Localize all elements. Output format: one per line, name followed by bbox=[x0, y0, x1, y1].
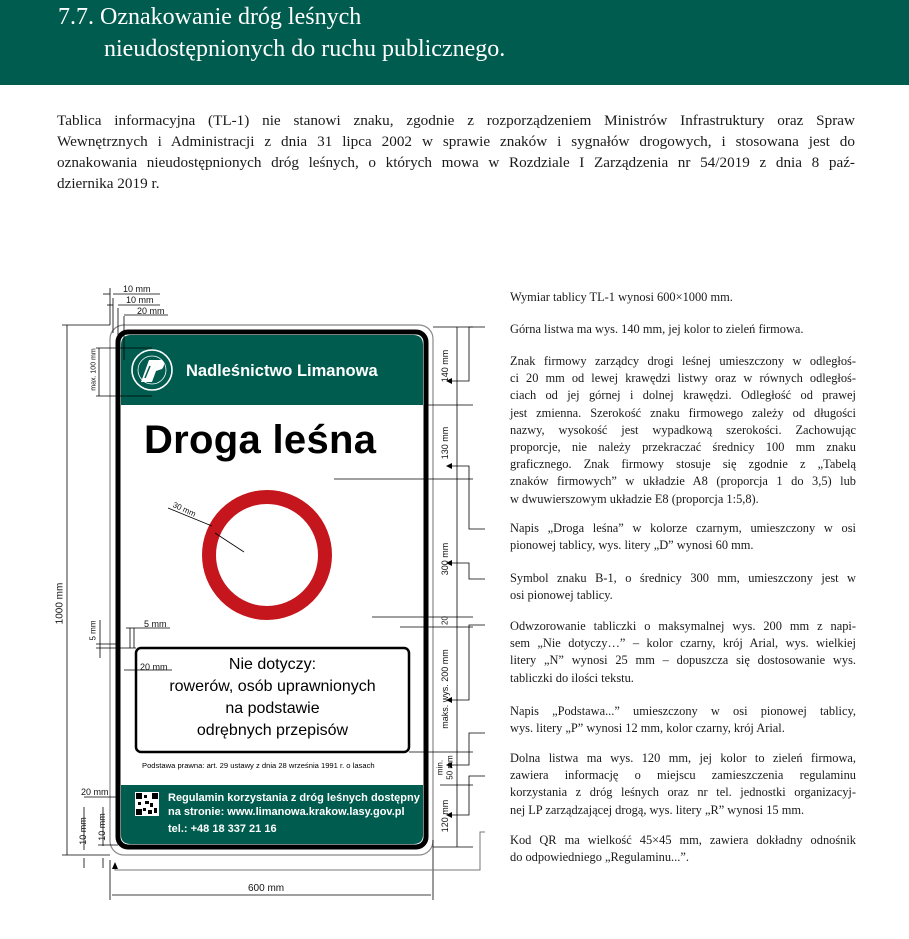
note-line: jest zmienna. Szerokość znaku firmowego zależy od długości bbox=[510, 405, 856, 420]
dim-label: 5 mm bbox=[88, 620, 98, 641]
dim-label: 600 mm bbox=[248, 883, 285, 894]
note-line: korzystania z dróg leśnych oraz nr tel. jednostki organizacyj- bbox=[510, 785, 856, 800]
note-line: proporcje, nie należy przekraczać średnicy 100 mm znaku bbox=[510, 440, 856, 455]
note-line: nej LP zarządzającej drogą, wys. litery „R” wynosi 15 mm. bbox=[510, 802, 805, 817]
dim-label: 1000 mm bbox=[54, 582, 66, 625]
intro-line: Tablica informacyjna (TL-1) nie stanowi znaku, zgodnie z rozporządzeniem Ministrów Infrastruktury oraz Spraw bbox=[57, 112, 855, 129]
note-line: graficznego. Znak firmowy stosuje się zgodnie z „Tabelą bbox=[510, 457, 856, 472]
intro-line: oznakowania nieudostępnionych dróg leśnych, o których mowa w Rozdziale I Zarządzenia nr 54/2019 z dnia 8 paź- bbox=[57, 154, 855, 171]
dim-label: 10 mm bbox=[123, 284, 151, 294]
bottom-bar-text bbox=[168, 791, 420, 836]
section-title-line-2: nieudostępnionych do ruchu publicznego. bbox=[104, 36, 506, 62]
note-line: wys. litery „P” wynosi 12 mm, kolor czarny, krój Arial. bbox=[510, 721, 785, 736]
note-line: pionowej tablicy, wys. litery „D” wynosi 60 mm. bbox=[510, 538, 754, 553]
dim-label: min. bbox=[435, 759, 445, 776]
note-logo bbox=[510, 353, 856, 508]
intro-line: dziernika 2019 r. bbox=[57, 175, 160, 192]
dim-label: 5 mm bbox=[144, 619, 167, 629]
exempt-line: Nie dotyczy: bbox=[228, 656, 317, 673]
exempt-box-text bbox=[136, 654, 409, 742]
dim-label: 140 mm bbox=[440, 349, 450, 383]
note-line: do odpowiedniego „Regulaminu...”. bbox=[510, 850, 689, 865]
dim-label: 300 mm bbox=[440, 542, 450, 576]
note-exempt bbox=[510, 618, 856, 687]
note-top-bar bbox=[510, 321, 856, 338]
note-line: tabliczki do ilości tekstu. bbox=[510, 670, 634, 685]
note-title bbox=[510, 520, 856, 554]
section-title-line-1: 7.7. Oznakowanie dróg leśnych bbox=[58, 4, 362, 30]
note-legal bbox=[510, 703, 856, 737]
dim-label: maks. wys. 200 mm bbox=[440, 649, 450, 729]
qr-code-icon bbox=[135, 792, 159, 816]
dim-label: 10 mm bbox=[78, 817, 88, 845]
exempt-line: na podstawie bbox=[225, 700, 320, 717]
intro-line: Wewnętrznych i Administracji z dnia 31 lipca 2002 w sprawie znaków i sygnałów drogowych, i stosowana jest do bbox=[57, 133, 855, 150]
dim-label: 20 mm bbox=[140, 662, 168, 672]
phone-line: tel.: +48 18 337 21 16 bbox=[168, 823, 277, 835]
dim-label: 20 mm bbox=[81, 787, 109, 797]
note-b1 bbox=[510, 570, 856, 604]
note-line: nazwy, wysokość jest wypadkową szerokości. Zachowując bbox=[510, 422, 856, 437]
dim-label: 50 mm bbox=[445, 755, 455, 780]
note-line: ci 20 mm od lewej krawędzi listwy oraz w równych odległoś- bbox=[510, 371, 856, 386]
b1-prohibition-ring-icon bbox=[209, 497, 325, 613]
legal-basis-text: Podstawa prawna: art. 29 ustawy z dnia 28 września 1991 r. o lasach bbox=[142, 761, 375, 770]
note-line: sem „Nie dotyczy…” – kolor czarny, krój Arial, wys. wielkiej bbox=[510, 636, 856, 651]
exempt-line: rowerów, osób uprawnionych bbox=[169, 678, 376, 695]
forest-district-name: Nadleśnictwo Limanowa bbox=[186, 362, 378, 380]
note-line: w dwuwierszowym układzie E8 (proporcja 1:5,8). bbox=[510, 491, 759, 506]
dim-label: 10 mm bbox=[97, 813, 107, 841]
dim-label: max. 100 mm bbox=[90, 348, 98, 391]
dim-label: 20 mm bbox=[137, 306, 165, 316]
note-line: Górna listwa ma wys. 140 mm, jej kolor to zieleń firmowa. bbox=[510, 322, 804, 336]
note-line: znaków firmowych” w układzie A8 (proporcja 1 do 3,5) lub bbox=[510, 474, 856, 489]
note-line: zawiera informację o miejscu zamieszczenia regulaminu bbox=[510, 768, 856, 783]
note-line: osi pionowej tablicy. bbox=[510, 588, 613, 603]
dim-label: 120 mm bbox=[440, 799, 450, 833]
note-size bbox=[510, 289, 856, 306]
note-line: Wymiar tablicy TL-1 wynosi 600×1000 mm. bbox=[510, 290, 733, 304]
note-line: Kod QR ma wielkość 45×45 mm, zawiera dokładny odnośnik bbox=[510, 833, 856, 847]
sign-main-title: Droga leśna bbox=[144, 418, 377, 462]
note-line: Napis „Podstawa...” umieszczony w osi pionowej tablicy, bbox=[510, 704, 856, 718]
note-line: Napis „Droga leśna” w kolorze czarnym, umieszczony w osi bbox=[510, 521, 856, 535]
note-line: Znak firmowy zarządcy drogi leśnej umieszczony w odległoś- bbox=[510, 354, 856, 368]
note-line: Dolna listwa ma wys. 120 mm, jej kolor to zieleń firmowa, bbox=[510, 751, 856, 765]
dim-label: 130 mm bbox=[440, 426, 450, 460]
dim-label: 10 mm bbox=[126, 295, 154, 305]
lasy-panstwowe-logo-icon bbox=[132, 350, 172, 390]
note-qr bbox=[510, 832, 856, 866]
note-bottom-bar bbox=[510, 750, 856, 819]
exempt-line: odrębnych przepisów bbox=[196, 722, 349, 739]
note-line: Symbol znaku B-1, o średnicy 300 mm, umieszczony jest w bbox=[510, 571, 856, 585]
regulation-line: Regulamin korzystania z dróg leśnych dostępny bbox=[168, 792, 420, 804]
dim-label: 20 bbox=[440, 616, 450, 625]
dim-label: 30 mm bbox=[171, 500, 198, 519]
note-line: litery „N” wynosi 25 mm – dopuszcza się dostosowanie wys. bbox=[510, 653, 856, 668]
note-line: Odwzorowanie tabliczki o maksymalnej wys. 200 mm z napi- bbox=[510, 619, 856, 633]
note-line: ciach od jej górnej i dolnej krawędzi. Odległość od prawej bbox=[510, 388, 856, 403]
regulation-url-line: na stronie: www.limanowa.krakow.lasy.gov.pl bbox=[168, 806, 405, 818]
